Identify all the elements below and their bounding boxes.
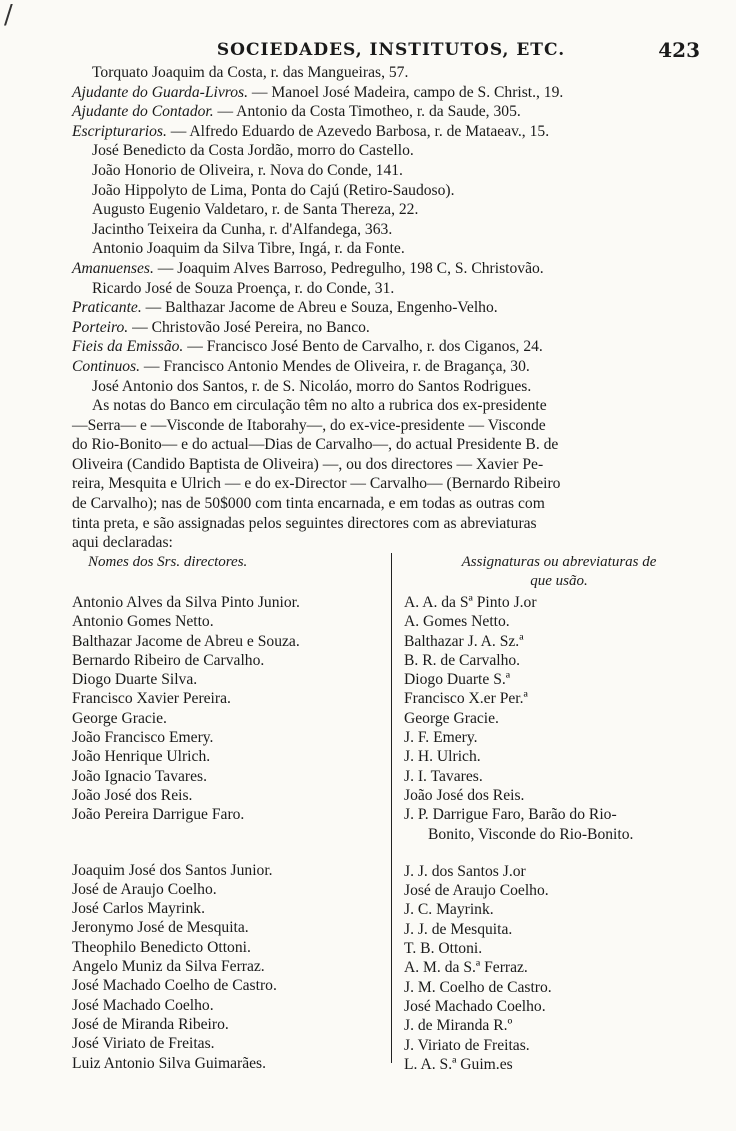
signature: J. H. Ulrich.	[404, 748, 481, 766]
entry-line: Ajudante do Guarda-Livros. — Manoel José Madeira, campo de S. Christ., 19.	[72, 83, 564, 101]
running-header: SOCIEDADES, INSTITUTOS, ETC.	[216, 40, 566, 60]
director-name: José Machado Coelho de Castro.	[72, 977, 277, 995]
entry-line: Porteiro. — Christovão José Pereira, no Banco.	[72, 318, 370, 336]
signature: Francisco X.er Per.ª	[404, 690, 528, 708]
entry-line: Jacintho Teixeira da Cunha, r. d'Alfandega, 363.	[92, 220, 393, 238]
staff-list	[72, 63, 712, 553]
entry-line: Praticante. — Balthazar Jacome de Abreu e Souza, Engenho-Velho.	[72, 299, 498, 317]
signature: George Gracie.	[404, 709, 499, 727]
entry-line: Ricardo José de Souza Proença, r. do Conde, 31.	[92, 279, 395, 297]
entry-line: Continuos. — Francisco Antonio Mendes de Oliveira, r. de Bragança, 30.	[72, 357, 530, 375]
director-name: João Ignacio Tavares.	[72, 767, 208, 785]
signature: J. de Miranda R.º	[404, 1017, 513, 1035]
paragraph-line: tinta preta, e são assignadas pelos seguintes directores com as abreviaturas	[72, 514, 537, 532]
signature: Diogo Duarte S.ª	[404, 671, 511, 689]
signature: João José dos Reis.	[404, 786, 525, 804]
row-spacer	[72, 843, 390, 861]
signature: J. J. de Mesquita.	[404, 920, 513, 938]
signature: T. B. Ottoni.	[404, 940, 483, 958]
director-name: João José dos Reis.	[72, 786, 193, 804]
director-name: João Pereira Darrigue Faro.	[72, 806, 245, 824]
signature: José Machado Coelho.	[404, 997, 546, 1015]
signature: A. M. da S.ª Ferraz.	[404, 959, 528, 977]
director-name: George Gracie.	[72, 709, 167, 727]
names-column	[72, 553, 390, 1072]
signatures-heading: Assignaturas ou abreviaturas de	[461, 554, 657, 570]
paragraph-line: As notas do Banco em circulação têm no alto a rubrica dos ex-presidente	[92, 397, 547, 415]
entry-line: José Benedicto da Costa Jordão, morro do Castello.	[92, 142, 414, 160]
director-name: Theophilo Benedicto Ottoni.	[72, 938, 251, 956]
entry-line: João Honorio de Oliveira, r. Nova do Conde, 141.	[92, 161, 403, 179]
signature: J. Viriato de Freitas.	[404, 1036, 530, 1054]
director-name: Bernardo Ribeiro de Carvalho.	[72, 651, 265, 669]
signature: J. P. Darrigue Faro, Barão do Rio-	[404, 806, 617, 824]
entry-line: José Antonio dos Santos, r. de S. Nicoláo, morro do Santos Rodrigues.	[92, 377, 532, 395]
signature: Balthazar J. A. Sz.ª	[404, 632, 524, 650]
signature: L. A. S.ª Guim.es	[404, 1055, 513, 1073]
director-name: José de Miranda Ribeiro.	[72, 1015, 229, 1033]
director-name: Luiz Antonio Silva Guimarães.	[72, 1054, 267, 1072]
paragraph-line: reira, Mesquita e Ulrich — e do ex-Director — Carvalho— (Bernardo Ribeiro	[72, 475, 561, 493]
row-spacer	[72, 825, 390, 843]
director-name: Diogo Duarte Silva.	[72, 671, 198, 689]
names-list	[72, 593, 390, 1073]
entry-line: Torquato Joaquim da Costa, r. das Mangueiras, 57.	[92, 64, 409, 81]
director-name: João Henrique Ulrich.	[72, 748, 211, 766]
director-name: Joaquim José dos Santos Junior.	[72, 861, 273, 879]
signature: J. F. Emery.	[404, 729, 478, 747]
director-name: José Machado Coelho.	[72, 996, 214, 1014]
director-name: Balthazar Jacome de Abreu e Souza.	[72, 632, 300, 650]
paragraph-line: Oliveira (Candido Baptista de Oliveira) —, ou dos directores — Xavier Pe-	[72, 455, 544, 473]
signature-continued: Bonito, Visconde do Rio-Bonito.	[428, 825, 634, 843]
director-name: Antonio Gomes Netto.	[72, 613, 214, 631]
director-name: Antonio Alves da Silva Pinto Junior.	[72, 594, 300, 611]
entry-line: Ajudante do Contador. — Antonio da Costa Timotheo, r. da Saude, 305.	[72, 103, 521, 121]
row-spacer	[404, 844, 714, 862]
names-heading: Nomes dos Srs. directores.	[88, 554, 248, 570]
director-name: José Carlos Mayrink.	[72, 900, 205, 918]
signature: A. Gomes Netto.	[404, 613, 510, 631]
signature: José de Araujo Coelho.	[404, 882, 549, 900]
signature: J. I. Tavares.	[404, 767, 483, 785]
signature: J. J. dos Santos J.or	[404, 862, 526, 880]
entry-line: Escripturarios. — Alfredo Eduardo de Azevedo Barbosa, r. de Mataeav., 15.	[72, 122, 550, 140]
signatures-list	[404, 593, 714, 1074]
entry-line: Augusto Eugenio Valdetaro, r. de Santa Thereza, 22.	[92, 201, 419, 219]
corner-mark: /	[4, 0, 13, 30]
signatures-column	[404, 553, 714, 1073]
signature: J. C. Mayrink.	[404, 901, 494, 919]
signature: A. A. da Sª Pinto J.or	[404, 594, 537, 611]
entry-line: Antonio Joaquim da Silva Tibre, Ingá, r. da Fonte.	[92, 240, 405, 258]
entry-line: João Hippolyto de Lima, Ponta do Cajú (Retiro-Saudoso).	[92, 181, 455, 199]
paragraph-line: aqui declaradas:	[72, 534, 173, 552]
signatures-heading-cont: que usão.	[530, 573, 588, 589]
director-name: Jeronymo José de Mesquita.	[72, 919, 249, 937]
director-name: Francisco Xavier Pereira.	[72, 690, 231, 708]
signature: J. M. Coelho de Castro.	[404, 978, 552, 996]
director-name: José Viriato de Freitas.	[72, 1035, 215, 1053]
director-name: João Francisco Emery.	[72, 729, 214, 747]
paragraph-line: de Carvalho); nas de 50$000 com tinta encarnada, e em todas as outras com	[72, 495, 545, 513]
entry-line: Amanuenses. — Joaquim Alves Barroso, Pedregulho, 198 C, S. Christovão.	[72, 259, 544, 277]
director-name: José de Araujo Coelho.	[72, 880, 217, 898]
column-divider	[391, 553, 392, 1063]
director-name: Angelo Muniz da Silva Ferraz.	[72, 958, 265, 976]
page-number: 423	[658, 38, 700, 62]
entry-line: Fieis da Emissão. — Francisco José Bento de Carvalho, r. dos Ciganos, 24.	[72, 338, 543, 356]
paragraph-line: —Serra— e —Visconde de Itaborahy—, do ex-vice-presidente — Visconde	[72, 416, 546, 434]
paragraph-line: do Rio-Bonito— e do actual—Dias de Carvalho—, do actual Presidente B. de	[72, 436, 559, 454]
signature: B. R. de Carvalho.	[404, 651, 521, 669]
